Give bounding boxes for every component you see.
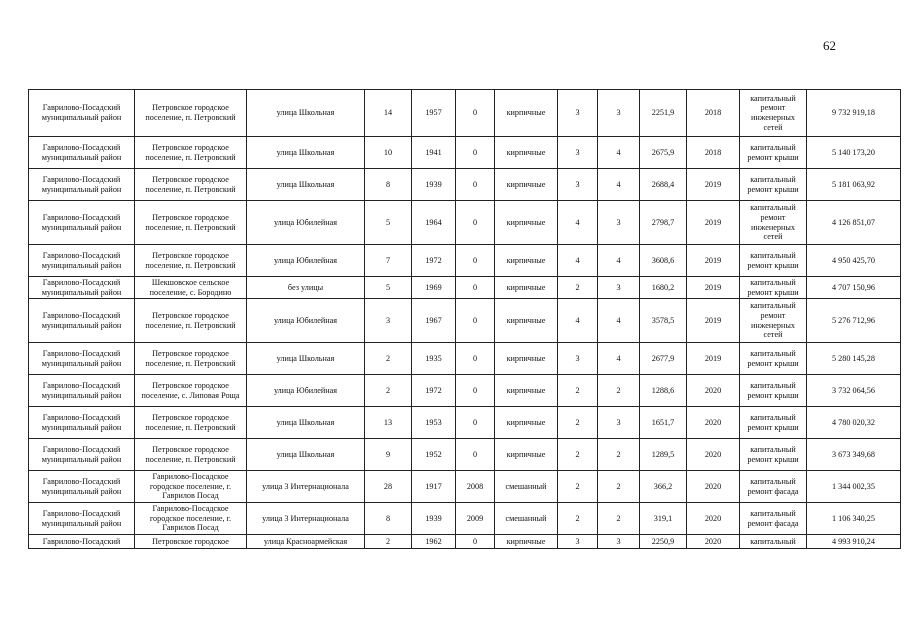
cell-work: капитальный ремонт фасада xyxy=(740,503,807,535)
cell-walls: кирпичные xyxy=(495,439,558,471)
cell-floors: 2 xyxy=(558,471,598,503)
cell-cost: 4 126 851,07 xyxy=(807,201,901,245)
cell-work: капитальный ремонт крыши xyxy=(740,439,807,471)
cell-house: 7 xyxy=(365,245,412,277)
cell-built: 1952 xyxy=(412,439,456,471)
cell-district: Гаврилово-Посадский муниципальный район xyxy=(29,277,135,299)
cell-renov: 0 xyxy=(456,277,495,299)
cell-street: улица Школьная xyxy=(247,90,365,137)
cell-floors: 3 xyxy=(558,535,598,549)
cell-built: 1941 xyxy=(412,137,456,169)
cell-floors: 2 xyxy=(558,503,598,535)
cell-district: Гаврилово-Посадский муниципальный район xyxy=(29,375,135,407)
cell-year: 2019 xyxy=(687,245,740,277)
cell-district: Гаврилово-Посадский муниципальный район xyxy=(29,90,135,137)
cell-cost: 5 276 712,96 xyxy=(807,299,901,343)
cell-house: 3 xyxy=(365,299,412,343)
table-row xyxy=(29,407,901,439)
table-row xyxy=(29,299,901,343)
cell-house: 14 xyxy=(365,90,412,137)
housing-repair-table xyxy=(28,89,901,549)
cell-year: 2020 xyxy=(687,471,740,503)
cell-street: улица Школьная xyxy=(247,407,365,439)
cell-house: 2 xyxy=(365,375,412,407)
cell-renov: 0 xyxy=(456,169,495,201)
cell-year: 2020 xyxy=(687,439,740,471)
table-row xyxy=(29,245,901,277)
cell-work: капитальный ремонт крыши xyxy=(740,169,807,201)
cell-district: Гаврилово-Посадский муниципальный район xyxy=(29,471,135,503)
cell-house: 2 xyxy=(365,535,412,549)
cell-area: 2250,9 xyxy=(640,535,687,549)
table-row xyxy=(29,90,901,137)
cell-cost: 5 280 145,28 xyxy=(807,343,901,375)
cell-house: 2 xyxy=(365,343,412,375)
cell-cost: 1 344 002,35 xyxy=(807,471,901,503)
cell-house: 13 xyxy=(365,407,412,439)
cell-work: капитальный ремонт инженерных сетей xyxy=(740,201,807,245)
cell-entrances: 3 xyxy=(598,201,640,245)
cell-floors: 4 xyxy=(558,201,598,245)
cell-cost: 3 673 349,68 xyxy=(807,439,901,471)
cell-settlement: Петровское городское поселение, с. Липовая Роща xyxy=(135,375,247,407)
table-row xyxy=(29,503,901,535)
cell-built: 1939 xyxy=(412,169,456,201)
cell-walls: смешанный xyxy=(495,471,558,503)
cell-cost: 4 950 425,70 xyxy=(807,245,901,277)
cell-floors: 3 xyxy=(558,90,598,137)
cell-entrances: 4 xyxy=(598,169,640,201)
cell-entrances: 3 xyxy=(598,535,640,549)
cell-floors: 2 xyxy=(558,375,598,407)
cell-year: 2020 xyxy=(687,407,740,439)
cell-settlement: Гаврилово-Посадское городское поселение, г. Гаврилов Посад xyxy=(135,471,247,503)
cell-year: 2019 xyxy=(687,169,740,201)
cell-work: капитальный xyxy=(740,535,807,549)
cell-year: 2018 xyxy=(687,137,740,169)
cell-area: 1289,5 xyxy=(640,439,687,471)
cell-settlement: Петровское городское xyxy=(135,535,247,549)
cell-floors: 3 xyxy=(558,169,598,201)
cell-street: улица Школьная xyxy=(247,439,365,471)
cell-year: 2018 xyxy=(687,90,740,137)
cell-built: 1957 xyxy=(412,90,456,137)
cell-settlement: Петровское городское поселение, п. Петровский xyxy=(135,201,247,245)
cell-area: 3578,5 xyxy=(640,299,687,343)
cell-settlement: Петровское городское поселение, п. Петровский xyxy=(135,439,247,471)
cell-cost: 3 732 064,56 xyxy=(807,375,901,407)
cell-entrances: 4 xyxy=(598,343,640,375)
cell-year: 2020 xyxy=(687,503,740,535)
cell-settlement: Петровское городское поселение, п. Петровский xyxy=(135,90,247,137)
cell-work: капитальный ремонт крыши xyxy=(740,407,807,439)
table-row xyxy=(29,201,901,245)
cell-entrances: 3 xyxy=(598,277,640,299)
cell-year: 2019 xyxy=(687,277,740,299)
cell-work: капитальный ремонт крыши xyxy=(740,137,807,169)
cell-year: 2020 xyxy=(687,535,740,549)
cell-work: капитальный ремонт крыши xyxy=(740,375,807,407)
cell-district: Гаврилово-Посадский муниципальный район xyxy=(29,503,135,535)
table-row xyxy=(29,471,901,503)
cell-house: 8 xyxy=(365,503,412,535)
cell-cost: 4 707 150,96 xyxy=(807,277,901,299)
cell-floors: 2 xyxy=(558,277,598,299)
cell-walls: кирпичные xyxy=(495,299,558,343)
cell-renov: 0 xyxy=(456,137,495,169)
cell-area: 2798,7 xyxy=(640,201,687,245)
cell-renov: 0 xyxy=(456,439,495,471)
table-row xyxy=(29,535,901,549)
cell-floors: 4 xyxy=(558,299,598,343)
cell-renov: 0 xyxy=(456,245,495,277)
cell-street: улица 3 Интернационала xyxy=(247,471,365,503)
cell-street: улица Школьная xyxy=(247,343,365,375)
cell-renov: 0 xyxy=(456,535,495,549)
cell-area: 366,2 xyxy=(640,471,687,503)
cell-district: Гаврилово-Посадский муниципальный район xyxy=(29,137,135,169)
cell-work: капитальный ремонт крыши xyxy=(740,245,807,277)
cell-street: улица Школьная xyxy=(247,169,365,201)
cell-cost: 9 732 919,18 xyxy=(807,90,901,137)
cell-house: 10 xyxy=(365,137,412,169)
cell-entrances: 4 xyxy=(598,137,640,169)
cell-built: 1953 xyxy=(412,407,456,439)
table-row xyxy=(29,439,901,471)
cell-renov: 2009 xyxy=(456,503,495,535)
cell-built: 1969 xyxy=(412,277,456,299)
cell-street: улица Школьная xyxy=(247,137,365,169)
cell-renov: 0 xyxy=(456,407,495,439)
cell-floors: 3 xyxy=(558,343,598,375)
cell-area: 1651,7 xyxy=(640,407,687,439)
table-row xyxy=(29,137,901,169)
page-number: 62 xyxy=(823,38,836,53)
cell-renov: 2008 xyxy=(456,471,495,503)
cell-district: Гаврилово-Посадский муниципальный район xyxy=(29,201,135,245)
cell-house: 28 xyxy=(365,471,412,503)
cell-settlement: Петровское городское поселение, п. Петровский xyxy=(135,407,247,439)
cell-built: 1972 xyxy=(412,375,456,407)
cell-entrances: 2 xyxy=(598,439,640,471)
cell-cost: 1 106 340,25 xyxy=(807,503,901,535)
cell-settlement: Петровское городское поселение, п. Петровский xyxy=(135,245,247,277)
cell-work: капитальный ремонт инженерных сетей xyxy=(740,90,807,137)
cell-street: улица Юбилейная xyxy=(247,245,365,277)
cell-settlement: Шекшовское сельское поселение, с. Бородино xyxy=(135,277,247,299)
cell-house: 8 xyxy=(365,169,412,201)
cell-built: 1939 xyxy=(412,503,456,535)
cell-district: Гаврилово-Посадский муниципальный район xyxy=(29,299,135,343)
cell-built: 1962 xyxy=(412,535,456,549)
cell-built: 1972 xyxy=(412,245,456,277)
cell-district: Гаврилово-Посадский муниципальный район xyxy=(29,407,135,439)
cell-house: 5 xyxy=(365,277,412,299)
cell-work: капитальный ремонт крыши xyxy=(740,277,807,299)
cell-entrances: 3 xyxy=(598,407,640,439)
cell-entrances: 3 xyxy=(598,90,640,137)
cell-year: 2019 xyxy=(687,343,740,375)
cell-settlement: Гаврилово-Посадское городское поселение, г. Гаврилов Посад xyxy=(135,503,247,535)
table-row xyxy=(29,277,901,299)
cell-walls: кирпичные xyxy=(495,375,558,407)
cell-house: 5 xyxy=(365,201,412,245)
cell-work: капитальный ремонт инженерных сетей xyxy=(740,299,807,343)
cell-year: 2020 xyxy=(687,375,740,407)
cell-cost: 4 780 020,32 xyxy=(807,407,901,439)
cell-street: улица 3 Интернационала xyxy=(247,503,365,535)
cell-entrances: 4 xyxy=(598,245,640,277)
cell-walls: кирпичные xyxy=(495,535,558,549)
cell-street: улица Красноармейская xyxy=(247,535,365,549)
cell-floors: 4 xyxy=(558,245,598,277)
cell-street: улица Юбилейная xyxy=(247,201,365,245)
cell-cost: 5 181 063,92 xyxy=(807,169,901,201)
cell-walls: смешанный xyxy=(495,503,558,535)
cell-area: 2688,4 xyxy=(640,169,687,201)
cell-entrances: 4 xyxy=(598,299,640,343)
cell-year: 2019 xyxy=(687,201,740,245)
cell-entrances: 2 xyxy=(598,503,640,535)
cell-area: 2251,9 xyxy=(640,90,687,137)
cell-built: 1964 xyxy=(412,201,456,245)
cell-renov: 0 xyxy=(456,90,495,137)
cell-district: Гаврилово-Посадский муниципальный район xyxy=(29,245,135,277)
cell-work: капитальный ремонт фасада xyxy=(740,471,807,503)
cell-floors: 3 xyxy=(558,137,598,169)
cell-area: 1680,2 xyxy=(640,277,687,299)
cell-settlement: Петровское городское поселение, п. Петровский xyxy=(135,137,247,169)
cell-area: 3608,6 xyxy=(640,245,687,277)
cell-area: 2675,9 xyxy=(640,137,687,169)
cell-walls: кирпичные xyxy=(495,201,558,245)
cell-street: улица Юбилейная xyxy=(247,299,365,343)
cell-entrances: 2 xyxy=(598,471,640,503)
cell-built: 1917 xyxy=(412,471,456,503)
cell-district: Гаврилово-Посадский муниципальный район xyxy=(29,343,135,375)
cell-settlement: Петровское городское поселение, п. Петровский xyxy=(135,299,247,343)
cell-area: 319,1 xyxy=(640,503,687,535)
cell-renov: 0 xyxy=(456,375,495,407)
cell-cost: 5 140 173,20 xyxy=(807,137,901,169)
cell-built: 1935 xyxy=(412,343,456,375)
cell-district: Гаврилово-Посадский муниципальный район xyxy=(29,439,135,471)
cell-walls: кирпичные xyxy=(495,169,558,201)
cell-district: Гаврилово-Посадский xyxy=(29,535,135,549)
cell-renov: 0 xyxy=(456,299,495,343)
cell-street: улица Юбилейная xyxy=(247,375,365,407)
cell-floors: 2 xyxy=(558,439,598,471)
cell-walls: кирпичные xyxy=(495,343,558,375)
cell-area: 1288,6 xyxy=(640,375,687,407)
table-row xyxy=(29,169,901,201)
cell-floors: 2 xyxy=(558,407,598,439)
cell-walls: кирпичные xyxy=(495,90,558,137)
cell-house: 9 xyxy=(365,439,412,471)
cell-walls: кирпичные xyxy=(495,245,558,277)
cell-cost: 4 993 910,24 xyxy=(807,535,901,549)
cell-built: 1967 xyxy=(412,299,456,343)
table-row xyxy=(29,343,901,375)
cell-entrances: 2 xyxy=(598,375,640,407)
cell-settlement: Петровское городское поселение, п. Петровский xyxy=(135,169,247,201)
cell-walls: кирпичные xyxy=(495,277,558,299)
cell-renov: 0 xyxy=(456,343,495,375)
cell-district: Гаврилово-Посадский муниципальный район xyxy=(29,169,135,201)
cell-street: без улицы xyxy=(247,277,365,299)
cell-renov: 0 xyxy=(456,201,495,245)
cell-area: 2677,9 xyxy=(640,343,687,375)
cell-walls: кирпичные xyxy=(495,407,558,439)
cell-work: капитальный ремонт крыши xyxy=(740,343,807,375)
cell-year: 2019 xyxy=(687,299,740,343)
cell-walls: кирпичные xyxy=(495,137,558,169)
cell-settlement: Петровское городское поселение, п. Петровский xyxy=(135,343,247,375)
table-row xyxy=(29,375,901,407)
